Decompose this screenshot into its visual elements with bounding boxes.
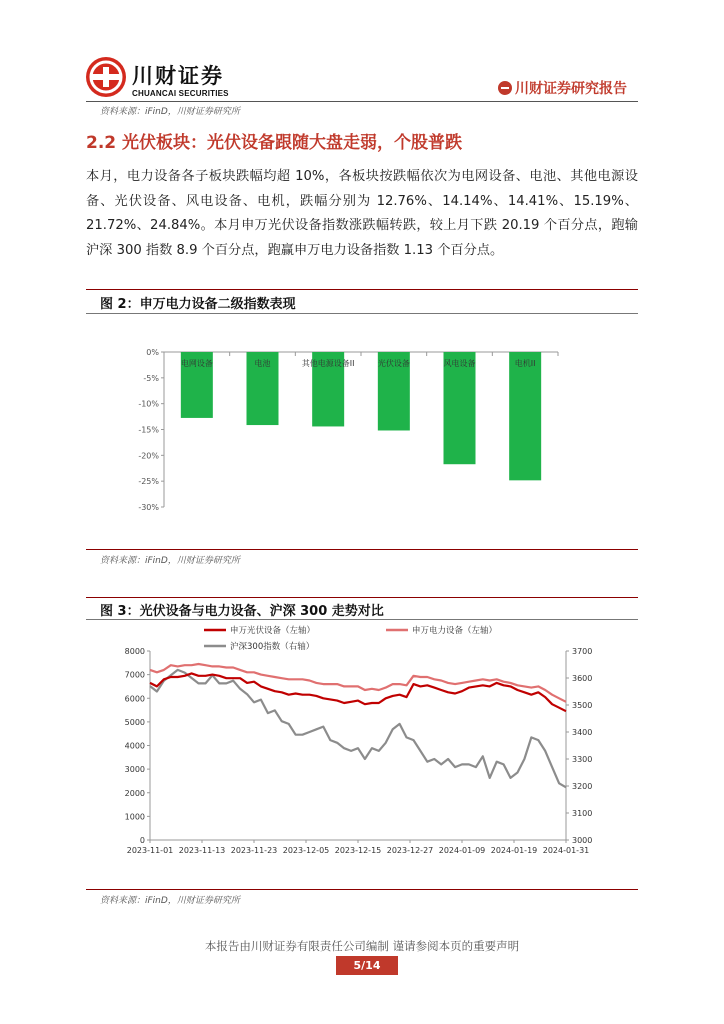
- legend-label-1: 申万光伏设备（左轴）: [230, 626, 316, 636]
- footer-disclaimer: 本报告由川财证券有限责任公司编制 谨请参阅本页的重要声明: [204, 939, 520, 953]
- x-tick-label: 2023-12-15: [334, 846, 382, 855]
- bar-category-label: 其他电源设备II: [301, 359, 355, 368]
- figure2-title: 图 2：申万电力设备二级指数表现: [100, 297, 296, 312]
- company-logo-icon: [86, 57, 126, 97]
- company-name-cn: 川财证券: [132, 64, 224, 88]
- header-divider: [86, 101, 638, 102]
- figure3-title: 图 3：光伏设备与电力设备、沪深 300 走势对比: [100, 604, 384, 619]
- left-y-tick-label: 2000: [124, 788, 145, 798]
- bar-chart-y-tick-label: -30%: [138, 503, 159, 512]
- left-y-tick-label: 6000: [124, 694, 145, 704]
- left-y-tick-label: 1000: [124, 812, 145, 822]
- left-y-tick-label: 4000: [124, 741, 145, 751]
- figure2-source: 资料来源：iFinD，川财证券研究所: [100, 556, 240, 566]
- x-tick-label: 2023-11-13: [178, 846, 226, 855]
- bar-category-label: 电池: [254, 359, 271, 368]
- bar-category-label: 光伏设备: [377, 359, 410, 368]
- figure2-bottom-rule: [86, 549, 638, 550]
- bar-chart-y-tick-label: -15%: [138, 425, 159, 435]
- figure2-top-rule: [86, 289, 638, 290]
- section-paragraph: 本月，电力设备各子板块跌幅均超 10%，各板块按跌幅依次为电网设备、电池、其他电源设备、光伏设备、风电设备、电机，跌幅分别为 12.76%、14.14%、14.41%、15.19%、21.72%、24.84%。本月申万光伏设备指数涨跌幅转跌，较上月下跌 20.19 个百分点，跑输沪深 300 指数 8.9 个百分点，跑赢申万电力设备指数 1.13 个百分点。: [86, 169, 638, 258]
- report-label-text: 川财证券研究报告: [515, 81, 627, 97]
- x-tick-label: 2023-11-23: [230, 846, 278, 855]
- bar-6: [509, 352, 541, 480]
- legend-label-3: 沪深300指数（右轴）: [230, 642, 315, 652]
- figure3-source: 资料来源：iFinD，川财证券研究所: [100, 896, 240, 906]
- right-y-tick-label: 3700: [572, 647, 593, 656]
- company-name-en: CHUANCAI SECURITIES: [132, 89, 229, 98]
- x-tick-label: 2024-01-19: [490, 846, 538, 855]
- report-label: [498, 78, 627, 98]
- left-y-tick-label: 0: [139, 836, 145, 845]
- bar-chart-y-tick-label: -20%: [138, 451, 159, 461]
- figure3-bottom-rule: [86, 889, 638, 890]
- right-y-tick-label: 3200: [572, 782, 593, 791]
- bar-chart-y-tick-label: -5%: [143, 373, 159, 383]
- figure3-top-rule: [86, 597, 638, 598]
- left-y-tick-label: 3000: [124, 765, 145, 775]
- series-line-1: [150, 673, 566, 711]
- right-y-tick-label: 3100: [572, 809, 593, 818]
- page-number: 5/14: [336, 956, 398, 975]
- figure2-title-rule: [86, 313, 638, 314]
- bar-category-label: 电机II: [514, 359, 536, 368]
- x-tick-label: 2023-11-01: [126, 846, 174, 855]
- left-y-tick-label: 8000: [124, 647, 145, 656]
- right-y-tick-label: 3300: [572, 755, 593, 764]
- right-y-tick-label: 3600: [572, 674, 593, 683]
- left-y-tick-label: 7000: [124, 670, 145, 680]
- section-title: 2.2 光伏板块：光伏设备跟随大盘走弱，个股普跌: [86, 133, 463, 153]
- figure3-line-chart: [86, 620, 638, 860]
- bar-chart-y-tick-label: -25%: [138, 477, 159, 487]
- legend-label-2: 申万电力设备（左轴）: [412, 626, 498, 636]
- right-y-tick-label: 3000: [572, 836, 593, 845]
- bar-category-label: 电网设备: [180, 359, 213, 368]
- bar-chart-y-tick-label: 0%: [146, 348, 159, 357]
- top-source-note: 资料来源：iFinD，川财证券研究所: [100, 107, 240, 117]
- x-tick-label: 2023-12-05: [282, 846, 330, 855]
- series-line-2: [150, 664, 566, 702]
- right-y-tick-label: 3400: [572, 728, 593, 737]
- x-tick-label: 2024-01-09: [438, 846, 486, 855]
- left-y-tick-label: 5000: [124, 717, 145, 727]
- bar-chart-y-tick-label: -10%: [138, 399, 159, 409]
- figure2-bar-chart: [86, 340, 638, 520]
- report-logo-icon: [498, 81, 512, 95]
- x-tick-label: 2024-01-31: [542, 846, 590, 855]
- x-tick-label: 2023-12-27: [386, 846, 434, 855]
- bar-5: [444, 352, 476, 464]
- bar-category-label: 风电设备: [443, 359, 476, 368]
- right-y-tick-label: 3500: [572, 701, 593, 710]
